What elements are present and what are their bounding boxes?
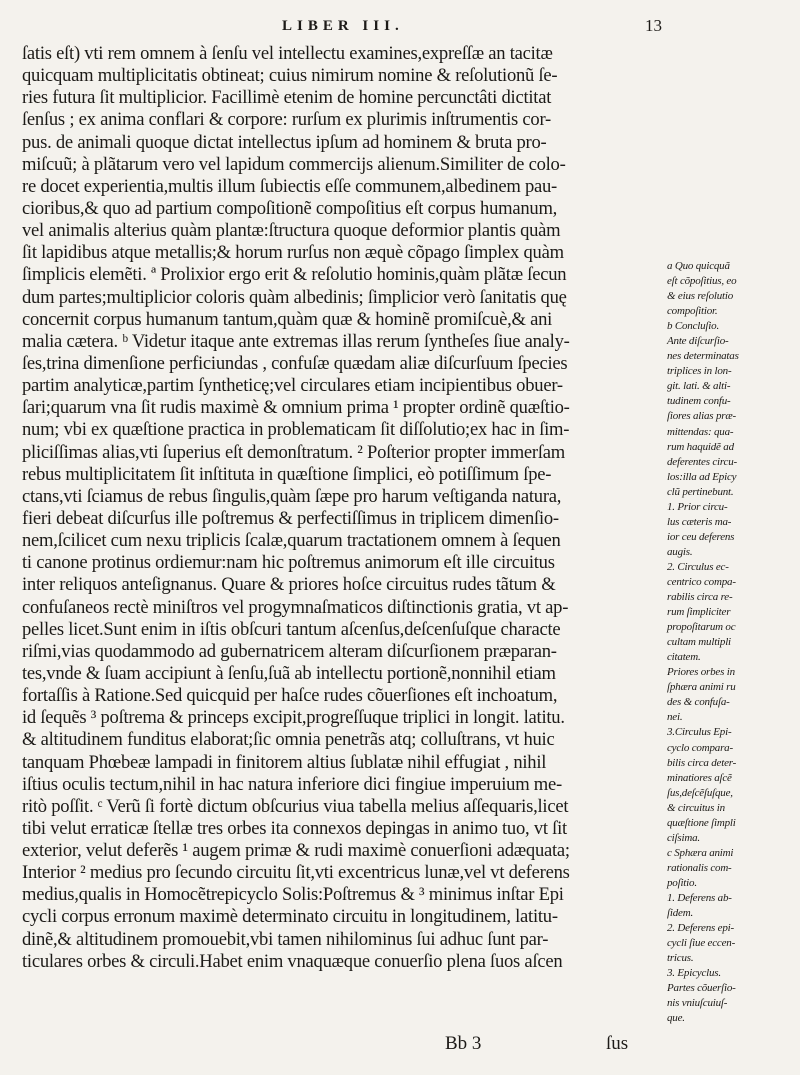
text-line: riſmi,vias quodammodo ad gubernatricem alteram diſcurſionem præparan-	[22, 640, 557, 662]
text-line: ti canone protinus ordiemur:nam hic poſtremus animorum eſt ille circuitus	[22, 552, 555, 574]
margin-note-line: cycli ſiue eccen-	[667, 937, 736, 950]
margin-note-line: mittendas: qua-	[667, 425, 734, 438]
margin-note-line: rum haquidẽ ad	[667, 440, 734, 453]
text-line: ſenſus ; ex anima conflari & corpore: rurſum ex plurimis inſtrumentis cor-	[22, 109, 551, 131]
text-line: ſit lapidibus atque metallis;& horum rurſus non æquè cõpago ſimplex quàm	[22, 242, 564, 264]
margin-note-line: nei.	[667, 711, 683, 724]
margin-note-line: ſiores alias præ-	[667, 410, 736, 423]
text-line: pelles licet.Sunt enim in iſtis obſcuri tantum aſcenſus,deſcenſuſque characte	[22, 618, 561, 640]
margin-note-line: 1. Deferens ab-	[667, 891, 732, 904]
text-line: fortaſſis à Ratione.Sed quicquid per haſce rudes cõuerſiones eſt inchoatum,	[22, 685, 558, 707]
margin-note-line: tudinem confu-	[667, 395, 731, 408]
text-line: rebus multiplicitatem ſit inſtituta in quæſtione ſimplici, eò potiſſimum ſpe-	[22, 463, 552, 485]
margin-note-line: tricus.	[667, 952, 694, 965]
text-line: re docet experientia,multis illum ſubiectis eſſe communem,albedinem pau-	[22, 175, 557, 197]
text-line: tibi velut erraticæ ſtellæ tres orbes ita connexos depingas in animo tuo, vt ſit	[22, 817, 567, 839]
margin-note-line: cultam multipli	[667, 636, 731, 649]
margin-note-line: clũ pertinebunt.	[667, 485, 734, 498]
margin-note-line: compoſitior.	[667, 305, 718, 318]
text-line: cycli corpus erronum maximè determinato circuitu in longitudinem, latitu-	[22, 906, 558, 928]
running-head: LIBER III.	[282, 18, 404, 34]
margin-note-line: poſitio.	[667, 876, 697, 889]
margin-note-line: 2. Deferens epi-	[667, 922, 734, 935]
text-line: tes,vnde & ſuam accipiunt à ſenſu,ſuã ab intellectu portionẽ,nonnihil etiam	[22, 662, 556, 684]
text-line: ticulares orbes & circuli.Habet enim vnaquæque conuerſio plena ſuos aſcen	[22, 950, 563, 972]
margin-note-line: Priores orbes in	[667, 666, 735, 679]
text-line: ctans,vti ſciamus de rebus ſingulis,quàm ſæpe pro harum veſtiganda natura,	[22, 485, 562, 507]
margin-note-line: rationalis com-	[667, 861, 732, 874]
text-line: exterior, velut deferẽs ¹ augem primæ & rudi maximè conuerſioni adæquata;	[22, 840, 570, 862]
margin-note-line: 1. Prior circu-	[667, 500, 728, 513]
text-line: ſari;quarum vna ſit rudis maximè & omnium prima ¹ propter ordinẽ quæſtio-	[22, 397, 570, 419]
margin-note-line: ciſsima.	[667, 831, 700, 844]
text-line: miſcuũ; à plãtarum vero vel lapidum commercijs alienum.Similiter de colo-	[22, 153, 566, 175]
text-line: partim analyticæ,partim ſyntheticę;vel circulares etiam incipientibus obuer-	[22, 375, 563, 397]
margin-note-line: 3.Circulus Epi-	[667, 726, 732, 739]
margin-note-line: los:illa ad Epicy	[667, 470, 737, 483]
margin-note-line: citatem.	[667, 651, 701, 664]
margin-note-line: Partes cõuerſio-	[667, 982, 736, 995]
margin-note-line: des & confuſa-	[667, 696, 730, 709]
margin-note-line: 3. Epicyclus.	[667, 967, 721, 980]
main-text-column	[22, 43, 662, 973]
text-line: ſes,trina dimenſione perficiundas , confuſæ quædam aliæ diſcurſuum ſpecies	[22, 352, 568, 374]
text-line: num; vbi ex quæſtione practica in problematicam ſit diſſolutio;ex hac in ſim-	[22, 419, 570, 441]
margin-note-line: rabilis circa re-	[667, 591, 733, 604]
text-line: medius,qualis in Homocẽtrepicyclo Solis:Poſtremus & ³ minimus inſtar Epi	[22, 884, 564, 906]
margin-note-line: 2. Circulus ec-	[667, 560, 729, 573]
text-line: pus. de animali quoque dictat intellectus ipſum ad hominem & bruta pro-	[22, 131, 547, 153]
catchword: ſus	[606, 1033, 629, 1054]
margin-note-line: bilis circa deter-	[667, 756, 737, 769]
text-line: fieri debeat diſcurſus ille poſtremus & perfectiſſimus in triplicem dimenſio-	[22, 507, 559, 529]
margin-note-line: que.	[667, 1012, 685, 1025]
margin-note-line: nes determinatas	[667, 350, 739, 363]
text-line: ritò poſſit. ᶜ Verũ ſi fortè dictum obſcurius viua tabella melius aſſequaris,licet	[22, 795, 569, 817]
margin-note-line: & eius reſolutio	[667, 290, 734, 303]
text-line: Interior ² medius pro ſecundo circuitu ſit,vti excentricus lunæ,vel vt deferens	[22, 862, 570, 884]
margin-note-line: rum ſimpliciter	[667, 606, 731, 619]
text-line: concernit corpus humanum tantum,quàm quæ & hominẽ promiſcuè,& ani	[22, 308, 553, 330]
margin-note-line: minatiores aſcẽ	[667, 771, 732, 784]
margin-note-line: eſt cõpoſitius, eo	[667, 275, 737, 288]
text-line: dinẽ,& altitudinem promouebit,vbi tamen nihilominus ſui adhuc ſunt par-	[22, 928, 549, 950]
text-line: malia cætera. ᵇ Videtur itaque ante extremas illas rerum ſyntheſes ſiue analy-	[22, 330, 570, 352]
text-line: vel animalis alterius quàm plantæ:ſtructura quoque deformior plantis quàm	[22, 220, 561, 242]
margin-note-line: b Concluſio.	[667, 320, 719, 333]
text-line: ries futura ſit multiplicior. Facillimè etenim de homine percunctâti dictitat	[22, 87, 552, 109]
page-number: 13	[645, 16, 662, 35]
text-line: pliciſſimas alias,vti ſuperius eſt demonſtratum. ² Poſterior propter immerſam	[22, 441, 565, 463]
page-footer	[0, 1033, 800, 1061]
margin-note-line: ſphæra animi ru	[667, 681, 736, 694]
text-line: iſtius oculis tectum,nihil in hac natura inferiore dici fingiue imperuium me-	[22, 773, 562, 795]
text-line: ſimplicis elemẽti. ª Prolixior ergo erit & reſolutio hominis,quàm plãtæ ſecun	[22, 264, 567, 286]
margin-note-line: Ante diſcurſio-	[667, 335, 729, 348]
margin-note-line: ſus,deſcẽſuſque,	[667, 786, 733, 799]
margin-note-line: nis vniuſcuiuſ-	[667, 997, 728, 1010]
margin-note-line: cyclo compara-	[667, 741, 733, 754]
margin-note-line: augis.	[667, 545, 693, 558]
margin-note-line: lus cæteris ma-	[667, 515, 732, 528]
text-line: nem,ſcilicet cum nexu triplicis ſcalæ,quarum tractationem omnem à ſequen	[22, 530, 561, 552]
margin-note-line: triplices in lon-	[667, 365, 732, 378]
margin-note-line: ior ceu deferens	[667, 530, 735, 543]
text-line: ſatis eſt) vti rem omnem à ſenſu vel intellectu examines,expreſſæ an tacitæ	[22, 43, 553, 64]
margin-note-line: git. lati. & alti-	[667, 380, 731, 393]
text-line: cioribus,& quo ad partium compoſitionẽ compoſitius eſt corpus humanum,	[22, 197, 558, 219]
text-line: dum partes;multiplicior coloris quàm albedinis; ſimplicior verò ſanitatis quę	[22, 286, 567, 308]
marginal-notes	[667, 259, 795, 1026]
margin-note-line: centrico compa-	[667, 575, 736, 588]
margin-note-line: quæſtione ſimpli	[667, 816, 736, 829]
margin-note-line: a Quo quicquã	[667, 260, 730, 272]
text-line: tanquam Phœbeæ lampadi in finitorem altius ſublatæ nihil effugiat , nihil	[22, 751, 547, 773]
text-line: & altitudinem funditus elaborat;ſic omnia penetrãs atq; colluſtrans, vt huic	[22, 729, 555, 751]
signature-mark: Bb 3	[445, 1033, 482, 1054]
margin-note-line: c Sphæra animi	[667, 846, 734, 859]
margin-note-line: propoſitarum oc	[667, 621, 736, 634]
text-line: quicquam multiplicitatis obtineat; cuius nimirum nomine & reſolutionũ ſe-	[22, 65, 558, 87]
margin-note-line: ſidem.	[667, 907, 693, 920]
text-line: id ſequẽs ³ poſtrema & princeps excipit,progreſſuque triplici in longit. latitu.	[22, 707, 565, 729]
margin-note-line: & circuitus in	[667, 801, 725, 814]
text-line: confuſaneos rectè miniſtros vel progymnaſmaticos diſtinctionis gratia, vt ap-	[22, 596, 569, 618]
text-line: inter reliquos anteſignanus. Quare & priores hoſce circuitus rudes tãtum &	[22, 574, 556, 596]
margin-note-line: deferentes circu-	[667, 455, 738, 468]
